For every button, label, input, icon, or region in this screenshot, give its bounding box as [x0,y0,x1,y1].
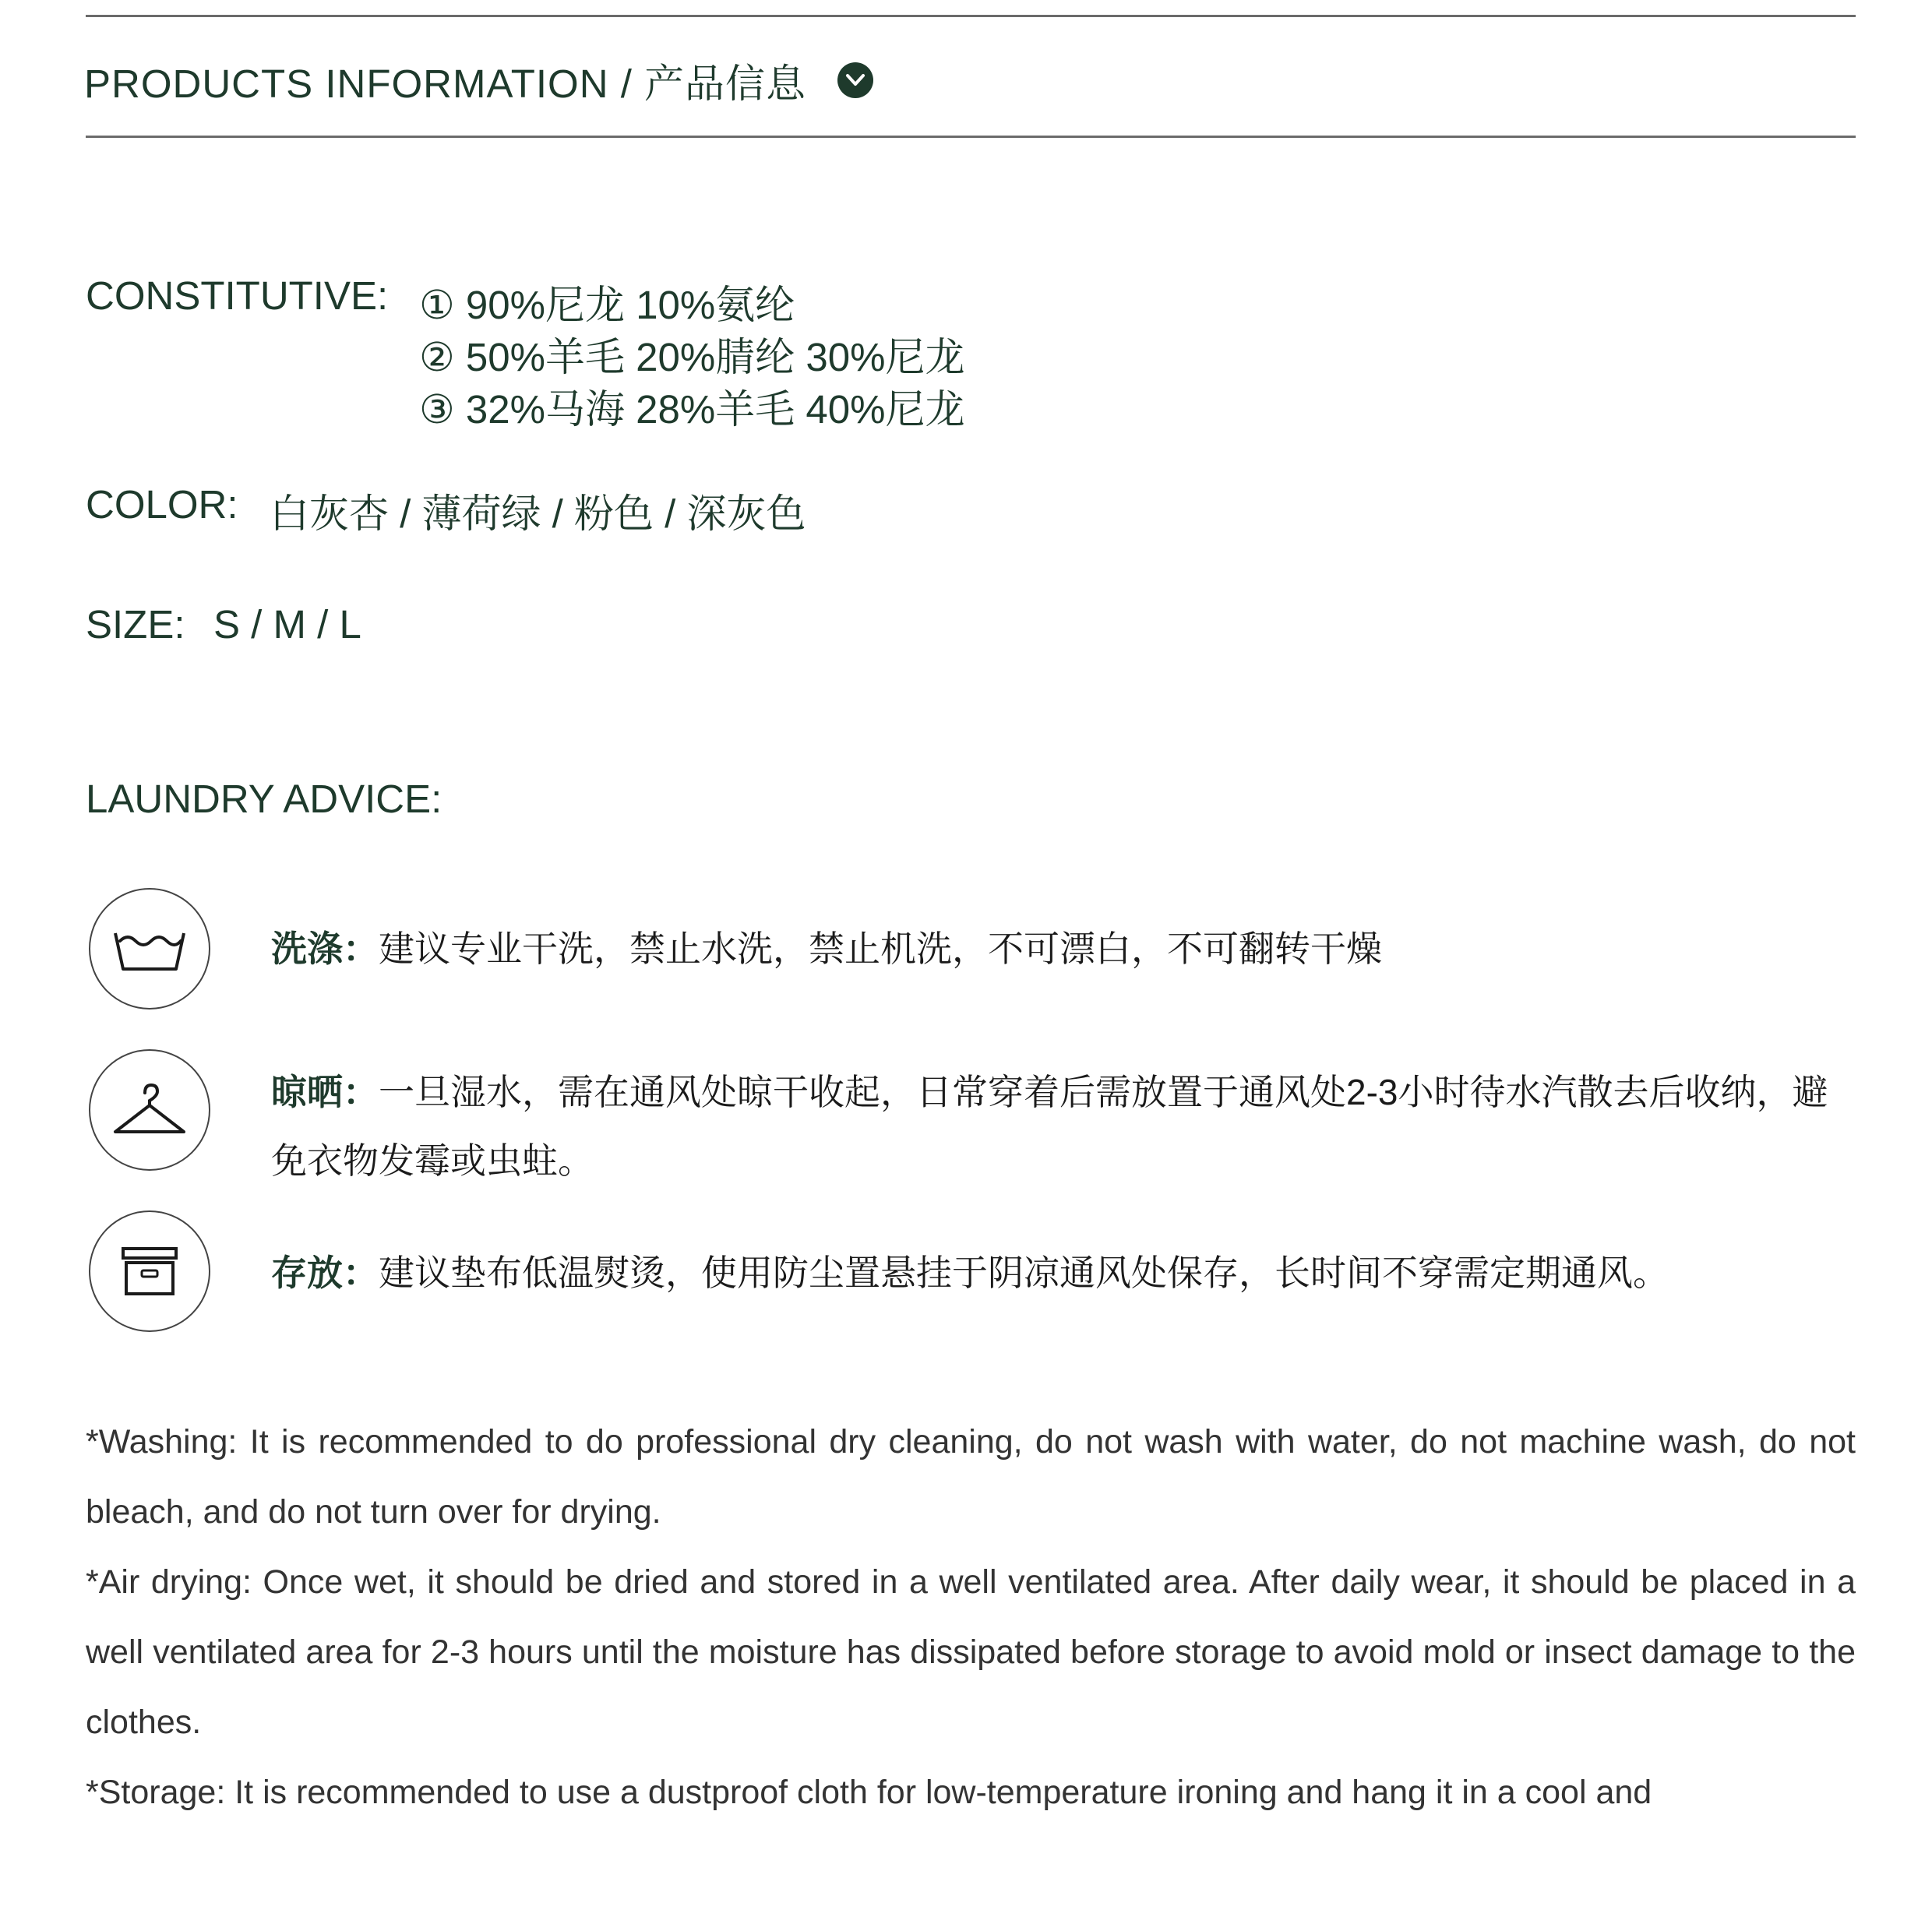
section-header [84,53,873,107]
composition-line-2: ② 50%羊毛 20%腈纶 30%尼龙 [419,335,965,379]
care-item-storage [271,1239,1860,1307]
care-title-storage: 存放： [271,1253,379,1293]
care-text-drying: 一旦湿水，需在通风处晾干收起，日常穿着后需放置于通风处2-3小时待水汽散去后收纳，避免衣物发霉或虫蛀。 [271,1072,1828,1181]
note-storage: *Storage: It is recommended to use a dustproof cloth for low-temperature ironing and hang it in a cool and [86,1774,1652,1811]
laundry-label: LAUNDRY ADVICE: [86,777,442,821]
care-item-washing [271,914,1860,983]
header-divider [86,136,1856,138]
top-divider [86,15,1856,17]
note-washing: *Washing: It is recommended to do professional dry cleaning, do not wash with water, do not machine wash, do not bleach, and do not turn over for drying. [86,1423,1856,1531]
hanger-icon [89,1049,210,1171]
wash-basin-icon [89,888,210,1010]
care-text-storage: 建议垫布低温熨烫，使用防尘置悬挂于阴凉通风处保存，长时间不穿需定期通风。 [379,1253,1669,1293]
section-title: PRODUCTS INFORMATION / 产品信息 [84,62,807,106]
care-title-washing: 洗涤： [271,929,379,969]
size-label: SIZE: [86,602,185,647]
composition-line-3: ③ 32%马海 28%羊毛 40%尼龙 [419,387,965,432]
english-care-notes [86,1407,1856,1827]
color-value: 白灰杏 / 薄荷绿 / 粉色 / 深灰色 [270,492,806,536]
care-item-drying [271,1058,1860,1195]
color-label: COLOR: [86,482,238,527]
care-text-washing: 建议专业干洗，禁止水洗，禁止机洗，不可漂白，不可翻转干燥 [379,929,1382,969]
composition-line-1: ① 90%尼龙 10%氨纶 [419,283,795,327]
constitutive-label: CONSTITUTIVE: [86,273,389,318]
note-air-drying: *Air drying: Once wet, it should be dried and stored in a well ventilated area. After daily wear, it should be placed in a well ventilated area for 2-3 hours until the moisture has dissipated before storage to avoid mold or insect damage to the clothes. [86,1563,1856,1741]
storage-box-icon [89,1210,210,1332]
care-title-drying: 晾晒： [271,1072,379,1112]
chevron-down-icon[interactable] [837,62,873,98]
size-value: S / M / L [213,602,361,647]
